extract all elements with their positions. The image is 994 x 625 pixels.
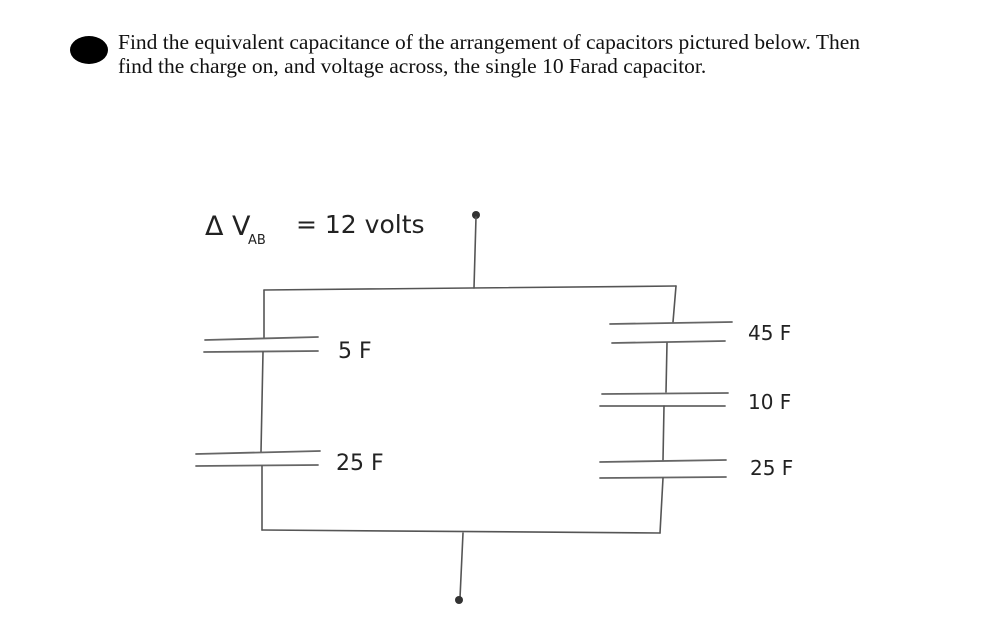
- capacitor-5f-plate-top: [205, 337, 318, 340]
- wire-right-4: [660, 478, 663, 533]
- wire-right-3: [663, 406, 664, 460]
- voltage-symbol: Δ V: [205, 211, 251, 242]
- capacitor-10f-plate-top: [602, 393, 728, 394]
- capacitor-25f-right-plate-top: [600, 460, 726, 462]
- voltage-subscript: AB: [248, 233, 266, 248]
- wire-left-2: [261, 352, 263, 452]
- capacitor-25f-left-plate-bottom: [196, 465, 318, 466]
- wire-bottom-lead: [460, 533, 463, 598]
- wire-right-2: [666, 343, 667, 392]
- wire-top-lead: [474, 217, 476, 288]
- wire-right-1: [673, 286, 676, 322]
- label-5f: 5 F: [338, 339, 372, 364]
- voltage-value: = 12 volts: [296, 210, 425, 239]
- capacitor-5f-plate-bottom: [204, 351, 318, 352]
- capacitor-25f-left-plate-top: [196, 451, 320, 454]
- question-line-1: Find the equivalent capacitance of the arrangement of capacitors pictured below. Then: [118, 30, 861, 54]
- label-25f-left: 25 F: [336, 451, 384, 476]
- terminal-b: [455, 596, 463, 604]
- capacitor-45f-plate-bottom: [612, 341, 725, 343]
- label-45f: 45 F: [748, 321, 792, 345]
- label-10f: 10 F: [748, 390, 792, 414]
- wire-top-rail: [264, 286, 676, 290]
- label-25f-right: 25 F: [750, 456, 794, 480]
- capacitor-45f-plate-top: [610, 322, 732, 324]
- question-line-2: find the charge on, and voltage across, the single 10 Farad capacitor.: [118, 54, 707, 78]
- wire-bottom-rail: [262, 530, 660, 533]
